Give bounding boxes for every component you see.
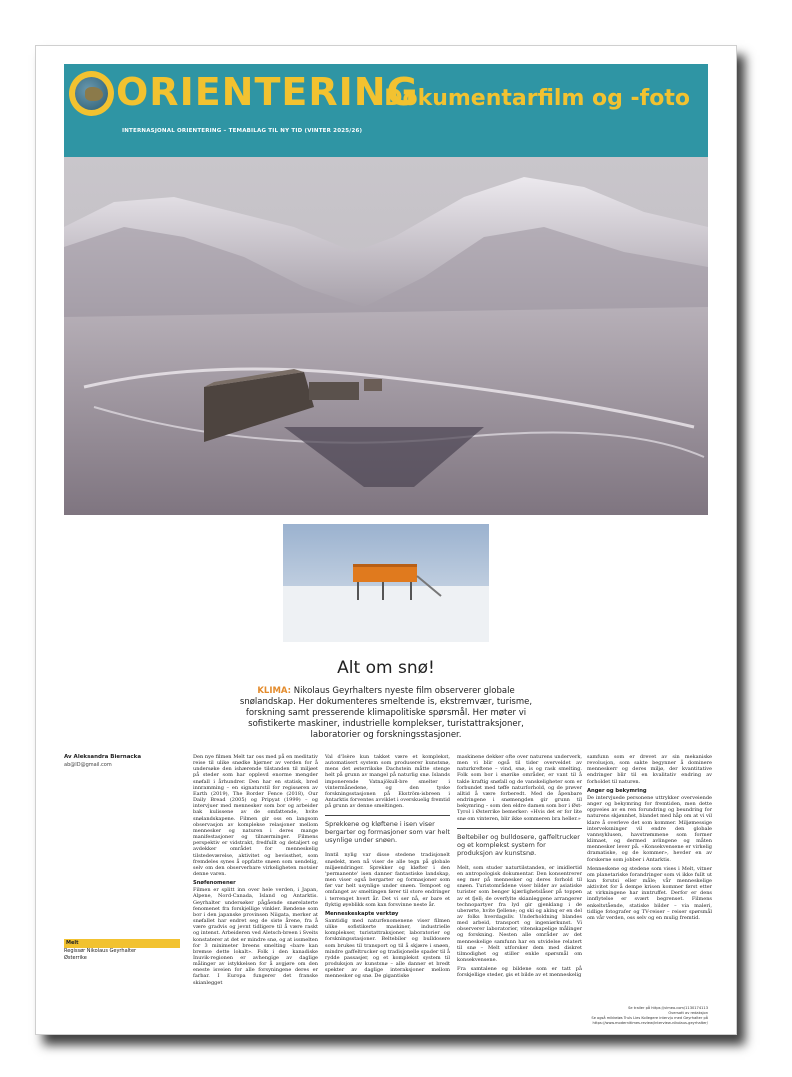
byline: Av Aleksandra Biernacka bbox=[64, 754, 142, 760]
article-column-1 bbox=[193, 754, 318, 989]
masthead-subtitle: INTERNASJONAL ORIENTERING – TEMABILAG TIL NY TID (VINTER 2025/26) bbox=[122, 128, 363, 134]
pull-quote: Beltebiler og bulldosere, gaffeltrucker og et komplekst system for produksjon av kunstsnø. bbox=[457, 828, 582, 857]
paragraph: samfunn som er drevet av sin mekaniske revolusjon, som sakte begynner å dominere menneskerr og deres miljø, der kvantitative endringer blir til en kvalitativ endring av forholdet til naturen. bbox=[587, 754, 712, 785]
fact-box bbox=[64, 939, 180, 962]
subheading: Anger og bekymring bbox=[587, 787, 647, 794]
article-column-2 bbox=[325, 754, 450, 983]
newspaper-page bbox=[35, 45, 737, 1035]
hero-photo-research-station bbox=[64, 157, 708, 515]
article-lead bbox=[236, 686, 536, 741]
lead-kicker: KLIMA: bbox=[257, 686, 292, 696]
paragraph: De intervjuede personene uttrykker overveiende anger og bekymring for fremtiden, men dette oppveies av en ren forundring og beundring for naturens skjønnhet, blandet med håp om at vi vil klare å overleve det som kommer. Miljømessige interveksninger vil endre den globale vannsyklusen, havstrømmene som former klimaet, og dermed avlingene og måten mennesker lever på. «Konsekvensene er virkelig dramatiske, og de kommer», hevder en av forskerne som jobber i Antarktis. bbox=[587, 794, 712, 863]
paragraph: Den nye filmen Melt tar oss med på en meditativ reise til ulike snødke hjørner av verden for å undersøke den ishærende tilstanden til miljøet på steder som har opplevd enorme mengder snøfall i århundrer. Den har en statisk, bred innramming – en signaturstil for regissøren av Earth (2019), The Border Fence (2018), Our Daily Bread (2005) og Pripyat (1999) – og intervjuer med mennesker som bor og arbeider bak kulissene av de omfattende, hvite snølandskapene. Filmen gir oss en langsom observasjon av komplekse relasjoner mellom mennesker og naturen i deres mange manifestasjoner og tilnærminger. Filmens perspektiv er vidstrakt, fredfullt og detaljert og avdekker området for menneskelig tilstedeværelse, aktivitet og bevissthet, som fremdeles synes å oppfatte snøen som uendelig, selv om den observerbare virkeligheten motsier denne varen. bbox=[193, 754, 318, 877]
masthead-logo: ORIENTERING bbox=[116, 70, 419, 114]
paragraph: Menneskene og stedene som vises i Melt, vitner om planetariske forandringer som vi ikke fullt ut kan forutsi eller måle; vår menneskelige aktivitet for å dempe krisen kommer først etter at virkningene har inntruffet. Derfor er dens innflytelse er svært begrenset. Filmens enkeltstående, statiske bilder – via maleri, tidlige fotografer og TV-reiser – reiser spørsmål om vår verden, oss selv og en mulig fremtid. bbox=[587, 865, 712, 921]
photo-orange-station-on-stilts bbox=[283, 524, 489, 642]
credit-trailer-link[interactable]: Se trailer på https://vimeo.com/1130174113 bbox=[628, 1006, 708, 1010]
paragraph: maskinene dekker ofte over naturens underverk, men vi blir også til tider overveldet av naturkreftene – vind, snø, is og rask smelting. Folk som bor i snørike områder, er vant til å takle kraftig snøfall og de vanskeligheter som er forbundet med tøffe naturforhold, og de prøver alltid å være forberedt. Med de åpenbare endringene i snømengden gir grunn til bekymring – som den eldre damen som bor i Øst-Tyrol i Østerrike bemerker: «Hvis det er for lite snø om vinteren, blir ikke sommeren bra heller.» bbox=[457, 754, 582, 822]
author-email[interactable]: ab@ID@gmail.com bbox=[64, 762, 112, 768]
paragraph: Melt, som studer naturtilstanden, er imidlertid en antropologisk dokumentar. Den konsentrerer seg mer på mennesker og deres forhold til snøen. Turistområdene viser bilder av asiatiske turister som benger kjærlighetslåser på toppen av et fjell; de overfylte skianleggene arrangerer technopartyer fra lyd gir gjenklang i de uberørte, hvite fjellene; og ski og akinq er en del av folks hverdagsliv. Underholdning blandes med arbeid, transport og ingeniørkunst. Vi observerer laboratorier, vitenskapelige målinger og forskning. Nesten alle områder av det menneskelige samfunn har en utvidelse relatert til snø – Melt utforsker dem med diskret tilmodighet og stiller enkle spørsmål om konsekvensene. bbox=[457, 864, 582, 964]
subheading: Menneskeskapte verktøy bbox=[325, 910, 399, 917]
paragraph: Filmen er splitt inn over hele verden, i Japan, Alpene, Nord-Canada, Island og Antarktis. Geyrhalter undersøker pågående snørelaterte fenomenet fra forskjellige vinkler. Bøndene som bor i den japanske provinsen Niigata, merker at snøfallet har endret seg de siste årene, fra å være gradvis og jevnt tidligere til å være raskt og intenst. Arbeideren ved Aletsch-breen i Sveits konstaterer at det er mindre snø, og at issmelten for 3 minimeter breens smelting «bare kan bremse dette lokalt». Folk i den kanadiske Inuvik-regionen er avhengige av daglige målinger av istykkelsen for å avgjøre om den eneste isveien for alle forsyningene deres er farbar. I Europa fungerer det franske skianlegget bbox=[193, 887, 318, 986]
pull-quote: Sprekkene og kløftene i isen viser bergarter og formasjoner som var helt usynlige under snøen. bbox=[325, 815, 450, 844]
paragraph: Val d'Isère kun takket være et komplekst, automatisert system som produserer kunstsnø, mens det østerrikske Dachstein måtte stenge helt på grunn av mangel på naturlig snø. Islands imponerende Vatnajökull-bre smelter i vintermånedene, og den tyske forskningsstasjonen på Ekström-isbreen i Antarktis forventes avviklet i overskuelig fremtid på grunn av denne smeltingen. bbox=[325, 754, 450, 810]
credit-translation: Oversatt av redaksjon bbox=[668, 1011, 708, 1015]
article-headline: Alt om snø! bbox=[337, 658, 435, 678]
fact-country: Østerrike bbox=[64, 955, 87, 961]
credits bbox=[578, 1006, 708, 1026]
fact-director: Regissør Nikolaus Geyrhalter bbox=[64, 948, 137, 954]
lead-text: Nikolaus Geyrhalters nyeste film observerer globale snølandskap. Her dokumenteres smeltende is, ekstremvær, turisme, forskning samt presserende klimapolitiske spørsmål. Her møter vi sofistikerte maskiner, industrielle komplekser, turistattraksjoner, laboratorier og forskningsstasjoner. bbox=[239, 686, 533, 740]
paragraph: Inntil nylig var disse stedene tradisjonelt snødekt, men nå viser de alle tegn på globale miljøendringer. Sprekker og kløfter i den 'permanente' isen danner fantastiske landskap, men viser også bergarter og formasjoner som før var helt usynlige under snøen. Tempoet og omfanget av smeltingen fører til store endringer i terrenget hvert år. Det vi ser nå, er bare et flyktig øyeblikk som kan forsvinne neste år. bbox=[325, 852, 450, 908]
paragraph: Samtidig med naturfenomenene viser filmen ulike sofistikerte maskiner, industrielle komplekser, turistattraksjoner, laboratorier og forskningsstasjoner. Beltebiler og bulldosere som brukes til transport og til å skjære i snøen, mindre gaffeltrucker og tradisjonelle spader til å rydde passasjer, og et komplekst system til produksjon av kunstsnø – alle danner et bredt spekter av daglige interaksjoner mellom mennesker og snø. De gigantiske bbox=[325, 917, 450, 980]
article-column-4 bbox=[587, 754, 712, 924]
header-banner bbox=[64, 64, 708, 157]
section-title: Dokumentarfilm og -foto bbox=[384, 86, 690, 111]
credit-interview-link[interactable]: https://www.modernitimes.review/interview-nikolaus-geyrhalter/ bbox=[592, 1021, 708, 1025]
globe-logo-icon bbox=[69, 71, 114, 116]
subheading: Snøfenomener bbox=[193, 880, 236, 887]
fact-title: Melt bbox=[64, 939, 180, 948]
credit-interview-note: Se også mikkeløs Truls Lies Kollegere intervju med Geyrhalter på bbox=[591, 1016, 708, 1020]
article-column-3 bbox=[457, 754, 582, 982]
paragraph: Fra samtalene og bildene som er tatt på forskjellige steder, gis et bilde av et menneskelig bbox=[457, 966, 582, 979]
